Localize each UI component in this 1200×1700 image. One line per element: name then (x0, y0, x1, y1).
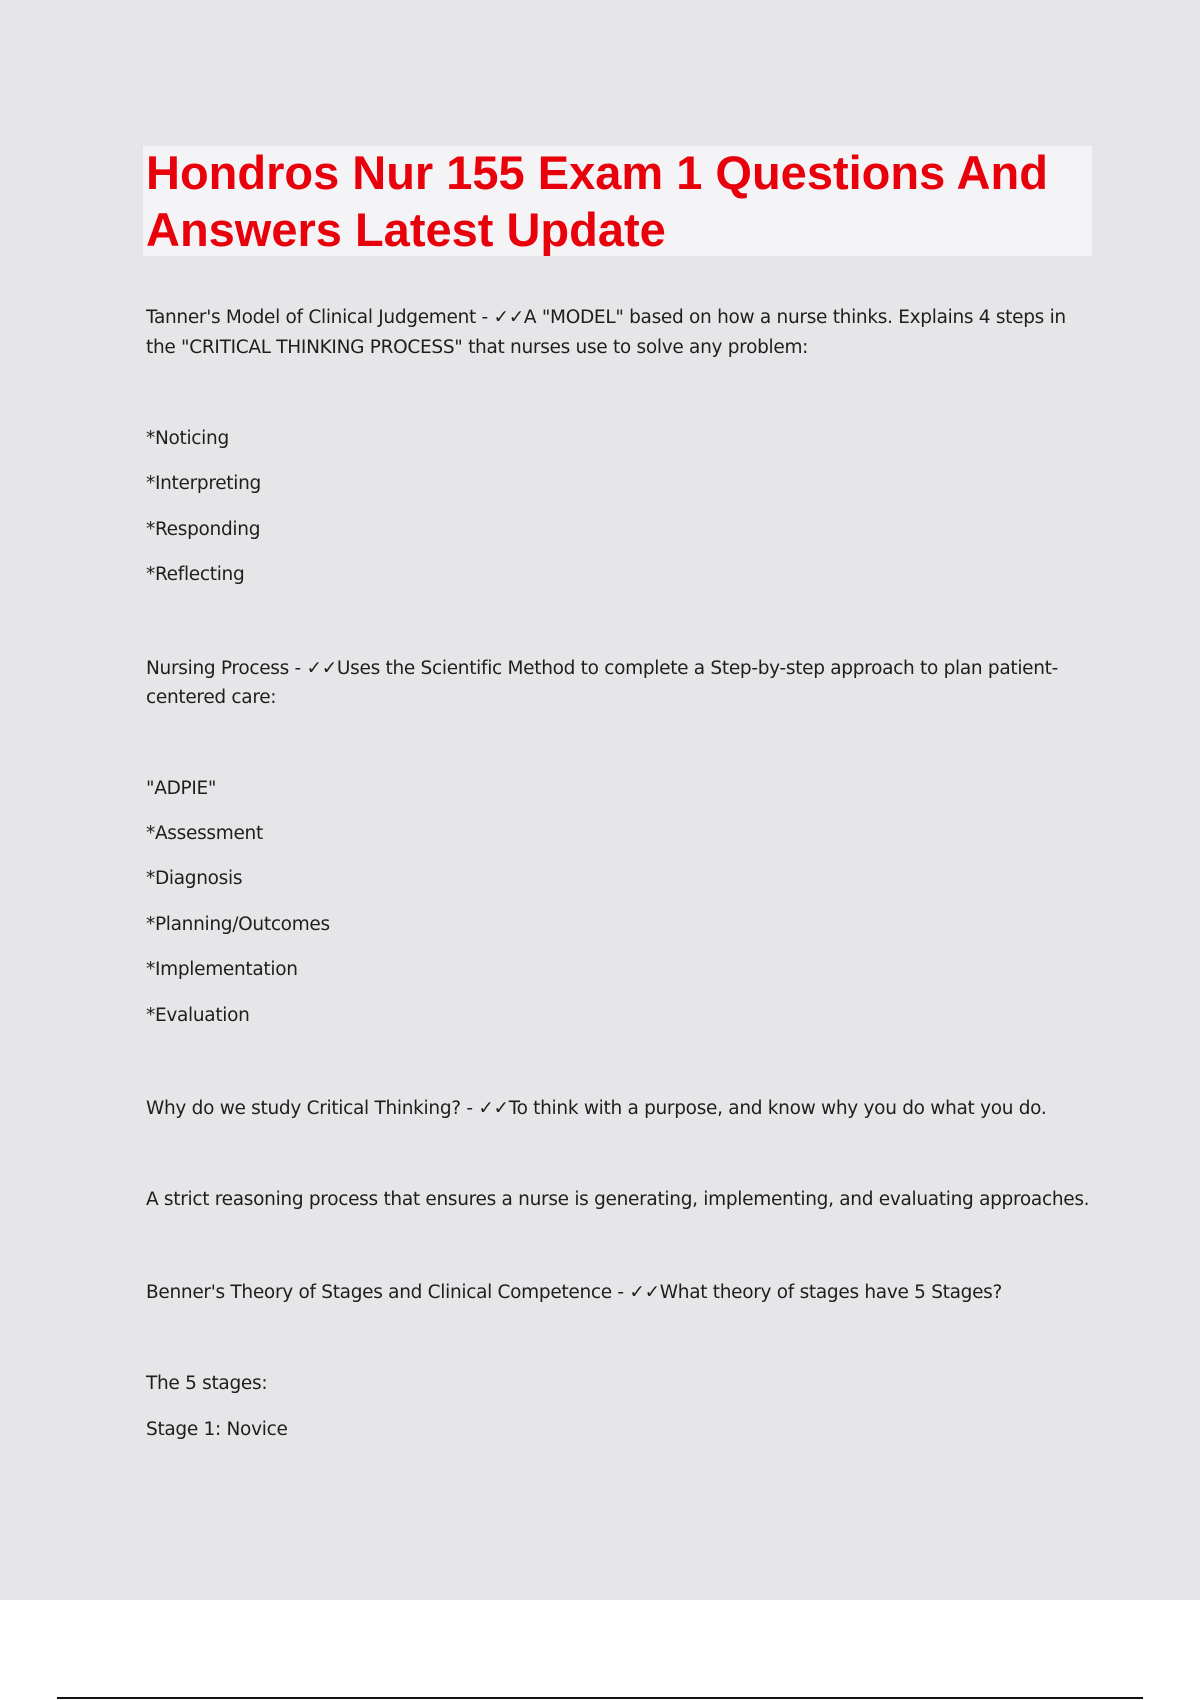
document-title-line-2: Answers Latest Update (146, 203, 666, 256)
footer-divider (57, 1697, 1143, 1699)
tanner-step: *Responding (146, 519, 261, 540)
tanner-step: *Interpreting (146, 473, 261, 494)
adpie-step: *Implementation (146, 959, 298, 980)
benner-theory-line: Benner's Theory of Stages and Clinical Competence - ✓✓What theory of stages have 5 Stages? (146, 1282, 1003, 1303)
tanner-definition-line-1: Tanner's Model of Clinical Judgement - ✓✓A "MODEL" based on how a nurse thinks. Explains 4 steps in (146, 307, 1066, 328)
document-title-line-1: Hondros Nur 155 Exam 1 Questions And (146, 146, 1048, 199)
tanner-step: *Noticing (146, 428, 229, 449)
adpie-step: *Assessment (146, 823, 263, 844)
stage-item: Stage 1: Novice (146, 1419, 288, 1440)
adpie-label: "ADPIE" (146, 778, 217, 799)
critical-thinking-question: Why do we study Critical Thinking? - ✓✓To think with a purpose, and know why you do what you do. (146, 1098, 1047, 1119)
adpie-step: *Planning/Outcomes (146, 914, 330, 935)
critical-thinking-answer: A strict reasoning process that ensures a nurse is generating, implementing, and evaluating approaches. (146, 1189, 1090, 1210)
stages-label: The 5 stages: (146, 1373, 268, 1394)
nursing-process-line-1: Nursing Process - ✓✓Uses the Scientific Method to complete a Step-by-step approach to plan patient- (146, 658, 1059, 679)
adpie-step: *Evaluation (146, 1005, 250, 1026)
nursing-process-line-2: centered care: (146, 687, 277, 708)
adpie-step: *Diagnosis (146, 868, 243, 889)
tanner-definition-line-2: the "CRITICAL THINKING PROCESS" that nurses use to solve any problem: (146, 337, 809, 358)
tanner-step: *Reflecting (146, 564, 245, 585)
